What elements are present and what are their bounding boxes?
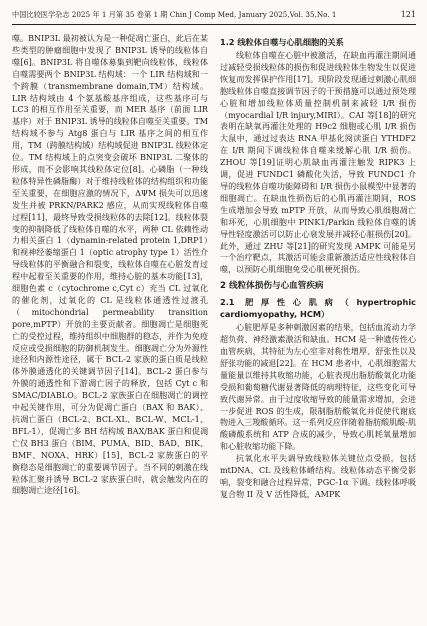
body-paragraph: 心脏肥厚是多种刺激因素的结果，包括血流动力学超负荷、神经激素激活和缺血。HCM 是一种遗传性心血管疾病，其特征为左心室非对称性增厚、舒张性以及舒张功能的减退[22]。在 HCM 患者中，心肌细胞需大量能量以维持其收缩功能，心脏表现出脂肪酸氧化功能受损和葡萄糖代谢显著降低的病理特征，这些变化可导致代谢异常。由于过度收缩导致的能量需求增加，会进一步促进 ROS 的生成，限制脂肪酸氧化并促使代谢底物进入三羧酸循环。这一系列反应伴随着脂肪酸肌酸-肌酸磷酸系统和 ATP 合成的减少，导致心肌耗氧量增加和心脏收缩功能下降。 bbox=[220, 323, 416, 452]
page-number: 121 bbox=[400, 10, 416, 19]
header-rule bbox=[12, 24, 416, 25]
journal-info: 中国比较医学杂志 2025 年 1 月第 35 卷第 1 期 Chin J Comp Med, January 2025,Vol. 35,No. 1 bbox=[12, 10, 337, 19]
running-header bbox=[12, 8, 416, 22]
section-heading-2: 2 线粒体损伤与心血管疾病 bbox=[220, 281, 324, 292]
section-heading-2-1: 2.1 肥厚性心肌病（hypertrophic cardiomyopathy, HCM） bbox=[220, 297, 416, 320]
body-paragraph: 噬。BNIP3L 最初被认为是一种促凋亡蛋白，此后在某些类型的肿瘤细胞中发现了 BNIP3L 诱导的线粒体自噬[6]。BNIP3L 将自噬体募集到靶向线粒体，线粒体自噬需要两个 BNIP3L 结构域：一个 LIR 结构域和一个跨膜（transmembrane domain,TM）结构域。LIR 结构域由 4 个氨基酸基序组成，这些基序可与 LC3 的相互作用至关重要，而 MER 基序（前面 LIR 基序）对于 BNIP3L 诱导的线粒体自噬至关重要。TM 结构域不参与 Atg8 蛋白与 LIR 基序之间的相互作用，TM（跨膜结构域）结构域促进 BNIP3L 线粒体定位。TM 结构域上的点突变会破坏 BNIP3L 二聚体的形成，而不会影响其线粒体定位[8]。心磷脂（一种线粒体特异性磷脂酶）对于维持线粒体的结构组织和功能至关重要，在细胞应激的情况下，ΔΨM 损失可以迅速发生并被 PRKN/PARK2 感应，从而实现线粒体自噬过程[11]，最终导致受损线粒体的去除[12]。线粒体裂变的抑制降低了线粒体自噬的水平，两种 CL 依赖性动力相关蛋白 1（dynamin-related protein 1,DRP1）和视神经萎缩蛋白 1（optic atrophy type 1）活性介导线粒体的平衡融合和裂变，线粒体自噬在心脏发育过程中起着至关重要的作用，维持心脏的基本功能[13]，细胞色素 c（cytochrome c,Cyt c）充当 CL 过氧化的催化剂，过氧化的 CL 是线粒体通透性过渡孔（mitochondrial permeability transition pore,mPTP）开放的主要贡献者。细胞凋亡是细胞死亡的受控过程，维持组织中细胞群的稳态，并作为免疫反应或受损细胞的防御机制发生。细胞凋亡分为外源性途径和内源性途径，属于 BCL-2 家族的蛋白质是线粒体外膜通透化的关键调节因子[14]。BCL-2 蛋白参与外膜的通透性和下游凋亡因子的释放，包括 Cyt c 和 SMAC/DIABLO。BCL-2 家族蛋白在细胞凋亡的调控中起关键作用，可分为促凋亡蛋白（BAX 和 BAK）、抗凋亡蛋白（BCL-2、BCL-XL、BCL-W、MCL-1、BFL-1），促凋亡多 BH 结构域 BAX/BAK 蛋白和促凋亡仅 BH3 蛋白（BIM、PUMA、BID、BAD、BIK、BMF、NOXA、HRK）[15]，BCL-2 家族蛋白的平衡稳态是细胞凋亡的重要调节因子。当不同的刺激在线粒体汇聚并诱导 BCL-2 家族蛋白时，就会触发内在的细胞凋亡途径[16]。 bbox=[12, 34, 208, 496]
left-column bbox=[12, 33, 208, 497]
body-paragraph: 线粒体自噬在心脏中被激活，在缺血再灌注期间通过减轻受损线粒体的损伤和促进线粒体生物发生以促进恢复而发挥保护作用[17]。现阶段发现通过刺激心肌细胞线粒体自噬直接调节因子的干预措施可以通过预处理心脏和增加线粒体质量控制机制来减轻 I/R 损伤（myocardial I/R injury,MIRI）。CAI 等[18]的研究表明在缺氧再灌注处理的 H9c2 细胞或心肌 I/R 损伤大鼠中，通过过表达 RNA 甲基化阅读蛋白 YTHDF2 在 I/R 期间下调线粒体自噬来缓解心肌 I/R 损伤。ZHOU 等[19]证明心肌缺血再灌注触发 RIPK3 上调，促进 FUNDC1 磷酸化失活，导致 FUNDC1 介导的线粒体自噬功能障碍和 I/R 损伤小鼠模型中显著的细胞凋亡。在缺血性损伤后的心肌再灌注期间，ROS 生成增加会导致 mPTP 开放，从而导致心肌细胞凋亡和坏死，心肌细胞中 PINK1/Parkin 线粒体自噬的诱导性轻度激活可以防止心衰发展并减轻心脏损伤[20]。此外，通过 ZHU 等[21]的研究发现 AMPK 可能是另一个治疗靶点，其激活可能会重新激活适应性线粒体自噬，以预防心肌细胞免受心肌梗死损伤。 bbox=[220, 51, 416, 275]
section-heading-1-2: 1.2 线粒体自噬与心肌细胞的关系 bbox=[220, 37, 344, 47]
body-paragraph: 抗氧化水平失调导致线粒体关键位点受损，包括 mtDNA、CL 及线粒体嵴结构。线粒体动态平衡受影响，裂变和融合过程异常，PGC-1α 下调。线粒体呼吸复合物 II 及 V 活性降低，AMPK bbox=[220, 454, 416, 499]
right-column bbox=[220, 33, 416, 501]
